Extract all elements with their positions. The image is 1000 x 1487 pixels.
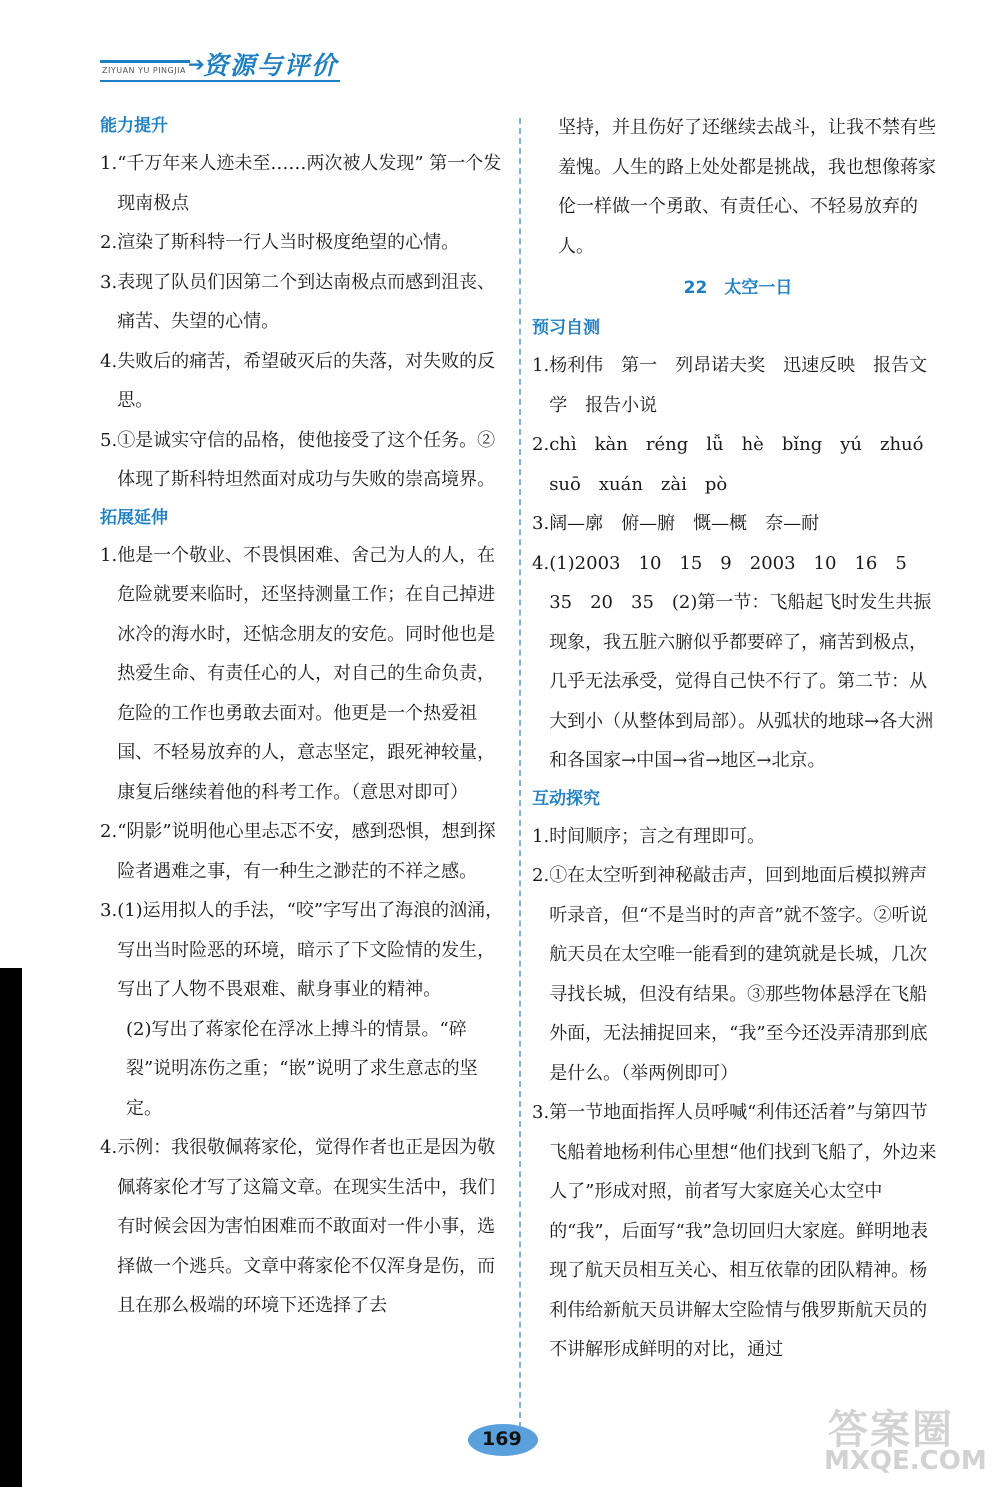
item-number: 3. (532, 513, 550, 534)
header-underline (100, 80, 340, 82)
section-title-interactive: 互动探究 (532, 788, 600, 809)
list-item (100, 812, 510, 891)
item-number: 2. (100, 821, 118, 842)
list-item (532, 1093, 944, 1370)
list-item (532, 346, 944, 425)
item-text: ①在太空听到神秘敲击声，回到地面后模拟辨声听录音，但“不是当时的声音”就不签字。②听说航天员在太空唯一能看到的建筑就是长城，几次寻找长城，但没有结果。③那些物体悬浮在飞船外面，无法捕捉回来，“我”至今还没弄清那到底是什么。（举两例即可） (549, 865, 928, 1084)
list-item (532, 817, 944, 857)
item-number: 2. (532, 865, 550, 886)
item-number: 3. (100, 900, 118, 921)
section-title-extension: 拓展延伸 (100, 507, 168, 528)
scan-edge-bar (0, 968, 22, 1487)
list-item (100, 223, 510, 263)
list-item (100, 421, 510, 500)
item-number: 4. (100, 350, 118, 372)
list-item (100, 144, 510, 223)
list-item (532, 504, 944, 544)
watermark-logo (820, 1398, 990, 1482)
item-number: 2. (532, 434, 550, 455)
item-number: 4. (532, 552, 550, 574)
item-number: 1. (100, 544, 118, 566)
item-text: chì kàn réng lǚ hè bǐng yú zhuó suō xuán zài pò (549, 434, 942, 495)
left-column (100, 108, 510, 1326)
page-number-badge (468, 1420, 540, 1460)
list-item (100, 263, 510, 342)
header-pinyin: ZIYUAN YU PINGJIA (102, 66, 186, 75)
item-number: 1. (100, 153, 118, 174)
sub-item-text: (2)写出了蒋家伦在浮冰上搏斗的情景。“碎裂”说明冻伤之重；“嵌”说明了求生意志的坚定。 (126, 1018, 478, 1119)
chapter-title: 22 太空一日 (683, 278, 793, 298)
item-text: “阴影”说明他心里忐忑不安，感到恐惧，想到探险者遇难之事，有一种生之渺茫的不祥之感。 (117, 821, 496, 882)
item-text: 杨利伟 第一 列昂诺夫奖 迅速反映 报告文学 报告小说 (549, 355, 928, 416)
right-column (532, 108, 944, 1370)
item-text: 时间顺序；言之有理即可。 (549, 825, 766, 847)
item-text: (1)运用拟人的手法，“咬”字写出了海浪的汹涌，写出当时险恶的环境，暗示了下文险情的发生，写出了人物不畏艰难、献身事业的精神。 (117, 900, 504, 1000)
item-number: 2. (100, 232, 118, 253)
item-text: 失败后的痛苦，希望破灭后的失落，对失败的反思。 (117, 350, 496, 411)
list-item (532, 856, 944, 1093)
item-number: 1. (532, 355, 550, 376)
list-item (100, 891, 510, 1010)
list-item (100, 536, 510, 813)
item-text: 表现了队员们因第二个到达南极点而感到沮丧、痛苦、失望的心情。 (117, 271, 496, 332)
item-text: 第一节地面指挥人员呼喊“利伟还活着”与第四节飞船着地杨利伟心里想“他们找到飞船了，外边来人了”形成对照，前者写大家庭关心太空中的“我”，后面写“我”急切回归大家庭。鲜明地表现了航天员相互关心、相互依靠的团队精神。杨利伟给新航天员讲解太空险情与俄罗斯航天员的不讲解形成鲜明的对比，通过 (549, 1102, 937, 1360)
item-number: 5. (100, 429, 118, 451)
item-text: (1)2003 10 15 9 2003 10 16 5 35 20 35 (2)第一节：飞船起飞时发生共振现象，我五脏六腑似乎都要碎了，痛苦到极点，几乎无法承受，觉得自己快不行了。第二节：从大到小（从整体到局部）。从弧状的地球→各大洲和各国家→中国→省→地区→北京。 (549, 552, 934, 771)
item-text: 阔—廓 俯—腑 慨—概 奈—耐 (549, 513, 820, 534)
item-number: 4. (100, 1137, 118, 1158)
column-divider (519, 118, 521, 1438)
item-text: ①是诚实守信的品格，使他接受了这个任务。②体现了斯科特坦然面对成功与失败的崇高境界。 (117, 429, 496, 490)
header-line (100, 60, 190, 63)
item-text: 渲染了斯科特一行人当时极度绝望的心情。 (117, 232, 460, 253)
section-title-ability: 能力提升 (100, 116, 168, 136)
item-text: 他是一个敬业、不畏惧困难、舍己为人的人，在危险就要来临时，还坚持测量工作；在自己掉进冰冷的海水时，还惦念朋友的安危。同时他也是热爱生命、有责任心的人，对自己的生命负责，危险的工作也勇敢去面对。他更是一个热爱祖国、不轻易放弃的人，意志坚定，跟死神较量，康复后继续着他的科考工作。（意思对即可） (117, 544, 496, 803)
item-text: 示例：我很敬佩蒋家伦，觉得作者也正是因为敬佩蒋家伦才写了这篇文章。在现实生活中，我们有时候会因为害怕困难而不敢面对一件小事，选择做一个逃兵。文章中蒋家伦不仅浑身是伤，而且在那么极端的环境下还选择了去 (117, 1137, 496, 1316)
watermark-url: MXQE.COM (824, 1446, 987, 1476)
item-number: 3. (100, 271, 118, 293)
list-item (532, 544, 944, 781)
list-item (100, 342, 510, 421)
header-title: 资源与评价 (203, 51, 339, 80)
section-title-preview: 预习自测 (532, 318, 600, 338)
item-number: 3. (532, 1102, 550, 1123)
watermark-text: 答案圈 (828, 1407, 954, 1453)
arrow-icon: ➔ (188, 52, 205, 76)
page-header (100, 44, 340, 84)
list-item (100, 1128, 510, 1326)
list-item (532, 425, 944, 504)
item-number: 1. (532, 825, 550, 847)
item-text: “千万年来人迹未至……两次被人发现” 第一个发现南极点 (117, 153, 502, 214)
page-number: 169 (482, 1428, 522, 1450)
continuation-text: 坚持，并且伤好了还继续去战斗，让我不禁有些羞愧。人生的路上处处都是挑战，我也想像蒋家伦一样做一个勇敢、有责任心、不轻易放弃的人。 (558, 117, 936, 257)
